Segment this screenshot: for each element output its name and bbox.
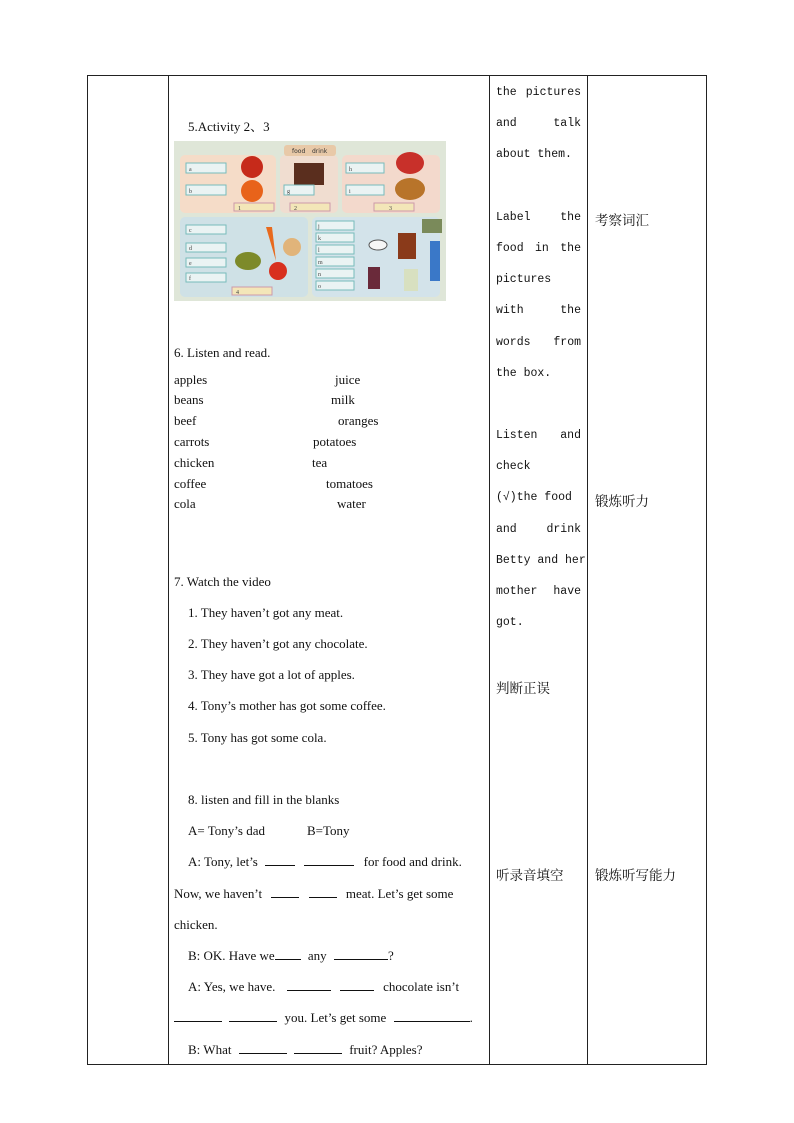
number-2: 2 xyxy=(294,206,297,212)
video-title: 7. Watch the video xyxy=(174,574,271,589)
activity-line: Betty and her xyxy=(496,554,586,567)
purpose-vocab: 考察词汇 xyxy=(595,213,649,229)
listen-read-title: 6. Listen and read. xyxy=(174,345,271,360)
label-g: g xyxy=(287,189,290,195)
blank[interactable] xyxy=(309,886,337,898)
activity-line: and talk xyxy=(496,117,581,130)
dialogue-line: B: What fruit? Apples? xyxy=(188,1042,423,1057)
word-left: beef xyxy=(174,413,197,428)
dialogue-line: B: OK. Have we any ? xyxy=(188,948,394,963)
purpose-listen-write: 锻炼听写能力 xyxy=(595,868,676,884)
column-divider xyxy=(489,76,490,1064)
video-item: 1. They haven’t got any meat. xyxy=(188,605,344,620)
label-c: c xyxy=(189,228,192,234)
word-right: tomatoes xyxy=(326,476,373,491)
word-right: water xyxy=(337,496,366,511)
blank[interactable] xyxy=(275,948,301,960)
activity-line: the box. xyxy=(496,367,552,380)
video-item: 2. They haven’t got any chocolate. xyxy=(188,636,368,651)
label-j: j xyxy=(318,224,320,230)
blank[interactable] xyxy=(287,979,331,991)
activity-line: about them. xyxy=(496,148,572,161)
label-f: f xyxy=(189,276,191,282)
blank[interactable] xyxy=(304,854,354,866)
dialogue-line: chicken. xyxy=(174,917,218,932)
blank[interactable] xyxy=(265,854,295,866)
blank[interactable] xyxy=(271,886,299,898)
label-e: e xyxy=(189,261,192,267)
label-l: l xyxy=(318,248,320,254)
blank[interactable] xyxy=(394,1010,470,1022)
activity-5-title: 5.Activity 2、3 xyxy=(188,119,270,134)
label-k: k xyxy=(318,236,321,242)
video-item: 3. They have got a lot of apples. xyxy=(188,667,355,682)
blank[interactable] xyxy=(239,1042,287,1054)
food-drink-picture xyxy=(174,141,446,301)
label-m: m xyxy=(318,260,323,266)
fill-blanks-title: 8. listen and fill in the blanks xyxy=(188,792,340,807)
activity-line: with the xyxy=(496,304,581,317)
column-divider xyxy=(168,76,169,1064)
activity-line: food in the xyxy=(496,242,581,255)
word-left: cola xyxy=(174,496,196,511)
role-a: A= Tony’s dad xyxy=(188,823,265,838)
word-right: tea xyxy=(312,455,328,470)
dialogue-line: Now, we haven’t meat. Let’s get some xyxy=(174,886,454,901)
column-divider xyxy=(587,76,588,1064)
activity-line: pictures xyxy=(496,273,552,286)
judge-label: 判断正误 xyxy=(496,681,550,697)
label-d: d xyxy=(189,246,192,252)
blank[interactable] xyxy=(340,979,374,991)
word-left: chicken xyxy=(174,455,215,470)
number-4: 4 xyxy=(236,290,239,296)
word-left: apples xyxy=(174,372,208,387)
word-right: milk xyxy=(331,392,355,407)
word-left: beans xyxy=(174,392,204,407)
activity-line: check xyxy=(496,460,531,473)
label-b: b xyxy=(189,189,192,195)
activity-line: the pictures xyxy=(496,86,581,99)
word-right: oranges xyxy=(338,413,379,428)
role-b: B=Tony xyxy=(307,823,350,838)
label-h: h xyxy=(349,167,352,173)
word-left: coffee xyxy=(174,476,207,491)
label-i: i xyxy=(349,189,351,195)
activity-line: mother have xyxy=(496,585,581,598)
tab-drink: drink xyxy=(312,148,328,155)
dialogue-line: A: Tony, let’s for food and drink. xyxy=(188,854,462,869)
number-3: 3 xyxy=(389,206,392,212)
activity-line: words from xyxy=(496,336,581,349)
dialogue-line: A: Yes, we have. chocolate isn’t xyxy=(188,979,460,994)
purpose-listening: 锻炼听力 xyxy=(595,494,649,510)
blank[interactable] xyxy=(229,1010,277,1022)
blank[interactable] xyxy=(334,948,388,960)
activity-line: and drink xyxy=(496,523,581,536)
tab-food: food xyxy=(292,148,306,155)
word-left: carrots xyxy=(174,434,210,449)
dialogue-line: you. Let’s get some . xyxy=(174,1010,473,1026)
video-item: 5. Tony has got some cola. xyxy=(188,730,327,745)
activity-line: Label the xyxy=(496,211,581,224)
food-drink-illustration xyxy=(174,141,446,301)
blank[interactable] xyxy=(174,1010,222,1022)
word-right: potatoes xyxy=(313,434,357,449)
label-n: n xyxy=(318,272,321,278)
activity-line: got. xyxy=(496,616,524,629)
activity-line: Listen and xyxy=(496,429,581,442)
activity-line: (√)the food xyxy=(496,491,572,504)
blank[interactable] xyxy=(294,1042,342,1054)
label-a: a xyxy=(189,167,192,173)
video-item: 4. Tony’s mother has got some coffee. xyxy=(188,698,386,713)
number-1: 1 xyxy=(238,206,241,212)
label-o: o xyxy=(318,284,321,290)
word-right: juice xyxy=(335,372,361,387)
listen-fill-label: 听录音填空 xyxy=(496,868,564,884)
